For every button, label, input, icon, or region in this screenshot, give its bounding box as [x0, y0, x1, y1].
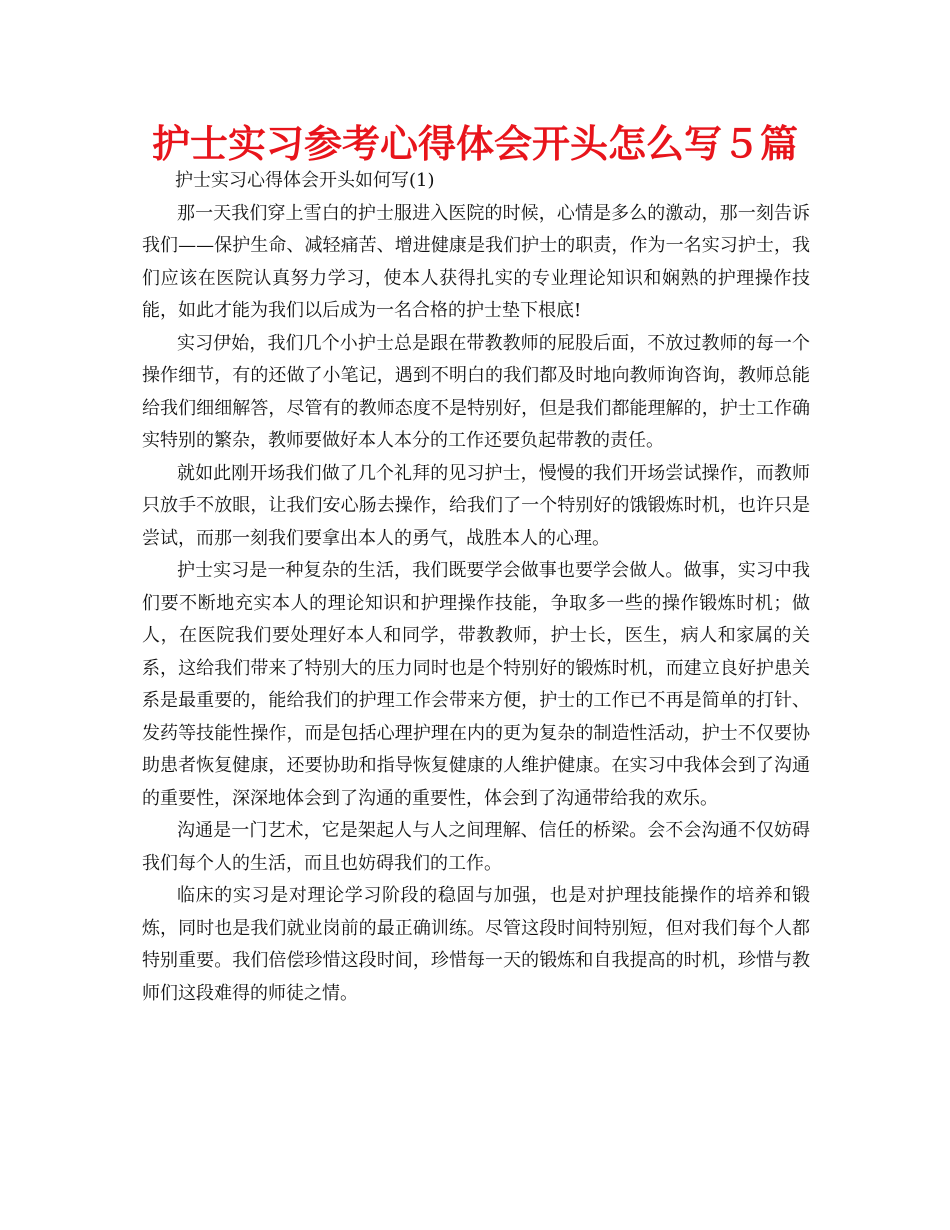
paragraph-4: 护士实习是一种复杂的生活，我们既要学会做事也要学会做人。做事，实习中我们要不断地充实本人的理论知识和护理操作技能，争取多一些的操作锻炼时机；做人，在医院我们要处理好本人和同学，带教教师，护士长，医生，病人和家属的关系，这给我们带来了特别大的压力同时也是个特别好的锻炼时机，而建立良好护患关系是最重要的，能给我们的护理工作会带来方便，护士的工作已不再是简单的打针、发药等技能性操作，而是包括心理护理在内的更为复杂的制造性活动，护士不仅要协助患者恢复健康，还要协助和指导恢复健康的人维护健康。在实习中我体会到了沟通的重要性，深深地体会到了沟通的重要性，体会到了沟通带给我的欢乐。 [142, 560, 810, 809]
paragraph-3: 就如此刚开场我们做了几个礼拜的见习护士，慢慢的我们开场尝试操作，而教师只放手不放眼，让我们安心肠去操作，给我们了一个特别好的饿锻炼时机，也许只是尝试，而那一刻我们要拿出本人的勇气，战胜本人的心理。 [142, 462, 810, 549]
paragraph-6: 临床的实习是对理论学习阶段的稳固与加强，也是对护理技能操作的培养和锻炼，同时也是我们就业岗前的最正确训练。尽管这段时间特别短，但对我们每个人都特别重要。我们倍偿珍惜这段时间，珍惜每一天的锻炼和自我提高的时机，珍惜与教师们这段难得的师徒之情。 [142, 885, 810, 1004]
paragraph-1: 那一天我们穿上雪白的护士服进入医院的时候，心情是多么的激动，那一刻告诉我们——保护生命、减轻痛苦、增进健康是我们护士的职责，作为一名实习护士，我们应该在医院认真努力学习，使本人获得扎实的专业理论知识和娴熟的护理操作技能，如此才能为我们以后成为一名合格的护士垫下根底! [142, 202, 810, 321]
paragraph-2: 实习伊始，我们几个小护士总是跟在带教教师的屁股后面，不放过教师的每一个操作细节，有的还做了小笔记，遇到不明白的我们都及时地向教师询咨询，教师总能给我们细细解答，尽管有的教师态度不是特别好，但是我们都能理解的，护士工作确实特别的繁杂，教师要做好本人本分的工作还要负起带教的责任。 [142, 332, 810, 451]
paragraph-5: 沟通是一门艺术，它是架起人与人之间理解、信任的桥梁。会不会沟通不仅妨碍我们每个人的生活，而且也妨碍我们的工作。 [142, 820, 810, 874]
section-subtitle: 护士实习心得体会开头如何写(1) [175, 170, 435, 191]
document-body [142, 165, 810, 1010]
document-title: 护士实习参考心得体会开头怎么写５篇 [151, 122, 798, 166]
